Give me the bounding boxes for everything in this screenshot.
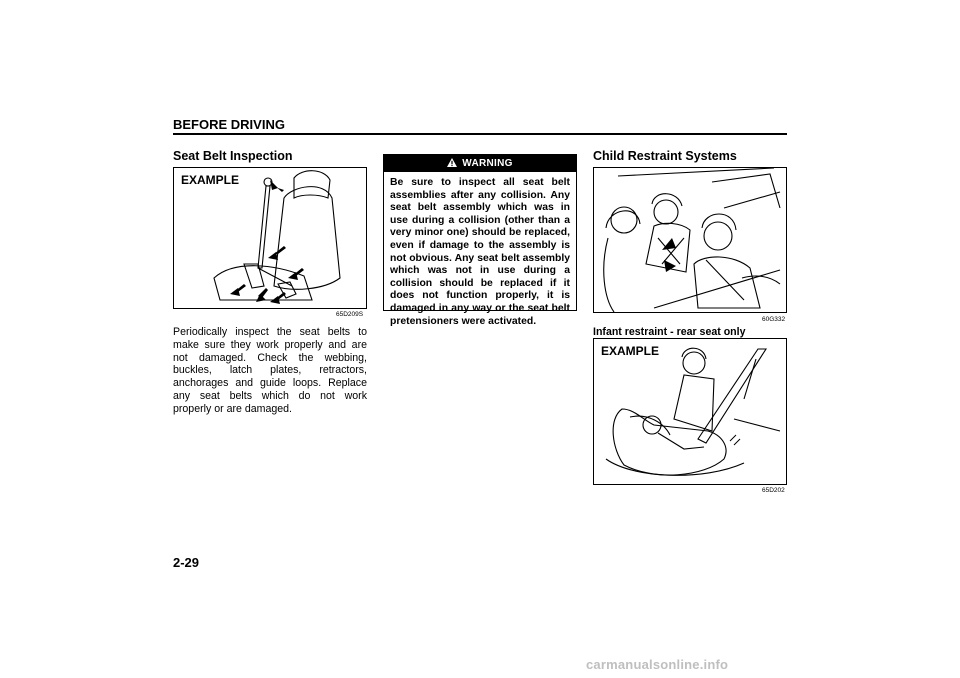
- header-rule: [173, 133, 787, 135]
- warning-text: Be sure to inspect all seat belt assemblies after any collision. Any seat belt assembly which was in use during a collision (other than a very minor one) should be replaced, even if damage to the assembly is not obvious. Any seat belt assembly which was not in use during a collision should be replaced if it does not function properly, it is damaged in any way or the seat belt pretensioners were activated.: [390, 177, 570, 327]
- child-restraint-figure: [593, 167, 787, 313]
- section-title: BEFORE DRIVING: [173, 117, 285, 132]
- warning-triangle-icon: [447, 158, 457, 167]
- seat-belt-inspection-heading: Seat Belt Inspection: [173, 149, 293, 163]
- child-restraint-heading: Child Restraint Systems: [593, 149, 737, 163]
- infant-restraint-figure: [593, 338, 787, 485]
- inspection-paragraph: Periodically inspect the seat belts to make sure they work properly and are not damaged. Check the webbing, buckles, latch plates, retractors, anchorages and guide loops. Replace any seat belts which do not work properly or are damaged.: [173, 326, 367, 415]
- seat-belt-illustration: [174, 168, 366, 308]
- warning-box: [383, 154, 577, 327]
- figure-code: 65D209S: [336, 311, 364, 318]
- watermark: carmanualsonline.info: [586, 657, 729, 672]
- seat-belt-figure: [173, 167, 367, 309]
- page-number: 2-29: [173, 555, 200, 570]
- warning-title: WARNING: [462, 158, 513, 169]
- infant-restraint-subheading: Infant restraint - rear seat only: [593, 326, 746, 338]
- figure-label: EXAMPLE: [601, 344, 660, 358]
- infant-restraint-illustration: [594, 339, 786, 484]
- figure-code: 60G332: [762, 316, 786, 323]
- warning-header: [384, 155, 576, 172]
- figure-code: 65D202: [762, 487, 785, 494]
- figure-label: EXAMPLE: [181, 173, 240, 187]
- child-restraint-illustration: [594, 168, 786, 312]
